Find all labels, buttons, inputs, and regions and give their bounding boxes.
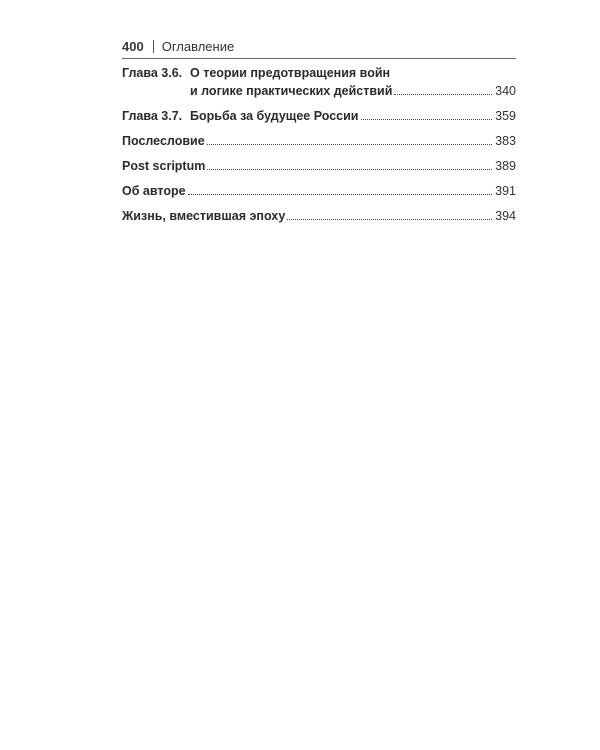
dot-leader xyxy=(207,144,492,145)
dot-leader xyxy=(394,94,492,95)
entry-title: Жизнь, вместившая эпоху xyxy=(122,209,286,223)
page-reference: 391 xyxy=(495,184,516,198)
chapter-number: Глава 3.7. xyxy=(122,109,183,123)
page-reference: 340 xyxy=(495,84,516,98)
header-rule xyxy=(122,58,516,59)
page-reference: 389 xyxy=(495,159,516,173)
entry-title: Послесловие xyxy=(122,134,205,148)
page-reference: 359 xyxy=(495,109,516,123)
dot-leader xyxy=(188,194,493,195)
entry-title: Об авторе xyxy=(122,184,186,198)
toc-entry-line-1 xyxy=(122,64,516,82)
running-header-title: Оглавление xyxy=(161,39,235,54)
toc-entry-line xyxy=(122,107,516,125)
chapter-number: Глава 3.6. xyxy=(122,66,183,80)
toc-entry-post-scriptum[interactable] xyxy=(122,157,516,175)
toc-entry-about-author[interactable] xyxy=(122,182,516,200)
dot-leader xyxy=(207,169,492,170)
toc-entry-line xyxy=(122,182,516,200)
page-reference: 394 xyxy=(495,209,516,223)
page-reference: 383 xyxy=(495,134,516,148)
entry-title: Post scriptum xyxy=(122,159,206,173)
toc-entry-line xyxy=(122,157,516,175)
chapter-title: Борьба за будущее России xyxy=(190,109,359,123)
toc-entry-life-epoch[interactable] xyxy=(122,207,516,225)
dot-leader xyxy=(361,119,493,120)
chapter-title-line-2: и логике практических действий xyxy=(190,84,393,98)
dot-leader xyxy=(287,219,492,220)
toc-entry-afterword[interactable] xyxy=(122,132,516,150)
chapter-title-line-1: О теории предотвращения войн xyxy=(190,66,391,80)
toc-entry-chapter-3-7[interactable] xyxy=(122,107,516,125)
toc-entry-line xyxy=(122,132,516,150)
toc-entry-chapter-3-6[interactable] xyxy=(122,64,516,100)
toc-entry-line xyxy=(122,207,516,225)
toc-entry-line-2 xyxy=(122,82,516,100)
table-of-contents xyxy=(122,64,516,225)
header-separator xyxy=(153,40,154,53)
page-number: 400 xyxy=(122,39,144,54)
running-header xyxy=(122,37,516,57)
